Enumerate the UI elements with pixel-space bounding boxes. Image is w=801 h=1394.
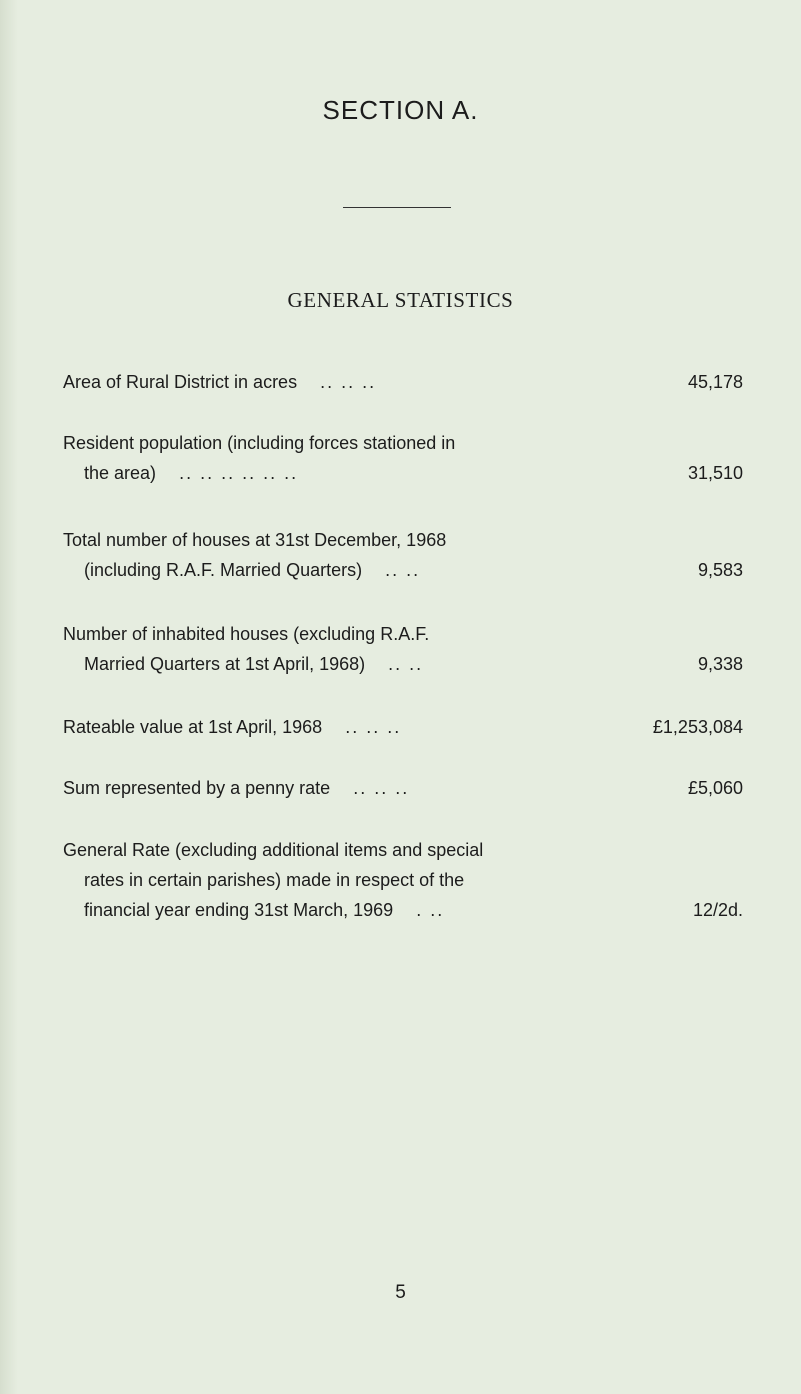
dot-leader: .. .. .. .. .. .. [179, 463, 299, 483]
stat-label: Area of Rural District in acres [63, 372, 298, 392]
stat-label: the area) [84, 463, 157, 483]
stat-label: rates in certain parishes) made in respect of the [84, 870, 465, 890]
stat-value: £1,253,084 [652, 717, 743, 737]
stat-label: Sum represented by a penny rate [63, 778, 331, 798]
stat-line [63, 712, 743, 742]
stat-line [63, 428, 743, 458]
stat-value: 31,510 [687, 463, 743, 483]
stat-line [63, 649, 743, 679]
stat-line [63, 555, 743, 585]
stat-label: Married Quarters at 1st April, 1968) [84, 654, 366, 674]
page-edge [0, 0, 18, 1394]
stat-rateable-value [63, 712, 743, 742]
stat-resident-population [63, 428, 743, 488]
general-statistics-heading: GENERAL STATISTICS [287, 288, 514, 312]
stat-value: £5,060 [687, 778, 743, 798]
stat-line [63, 835, 743, 865]
stat-line [63, 458, 743, 488]
stat-line [63, 619, 743, 649]
divider-rule [343, 207, 451, 208]
stat-label: financial year ending 31st March, 1969 [84, 900, 394, 920]
stat-total-houses [63, 525, 743, 585]
stat-label: Total number of houses at 31st December, 1968 [63, 530, 447, 550]
dot-leader: . .. [416, 900, 445, 920]
page-number: 5 [395, 1282, 406, 1303]
stat-value: 9,583 [697, 560, 743, 580]
stat-area [63, 367, 743, 397]
stat-line [63, 773, 743, 803]
stat-label: (including R.A.F. Married Quarters) [84, 560, 363, 580]
stat-label: General Rate (excluding additional items and special [63, 840, 484, 860]
stat-label: Number of inhabited houses (excluding R.A.F. [63, 624, 430, 644]
section-title: SECTION A. [322, 95, 479, 125]
dot-leader: .. .. [388, 654, 424, 674]
dot-leader: .. .. .. [320, 372, 377, 392]
stat-value: 45,178 [687, 372, 743, 392]
stat-penny-rate [63, 773, 743, 803]
stat-value: 12/2d. [692, 900, 743, 920]
stat-label: Rateable value at 1st April, 1968 [63, 717, 323, 737]
dot-leader: .. .. .. [345, 717, 402, 737]
stat-general-rate [63, 835, 743, 925]
stat-line [63, 525, 743, 555]
stat-line [63, 895, 743, 925]
stat-label: Resident population (including forces stationed in [63, 433, 456, 453]
stat-value: 9,338 [697, 654, 743, 674]
dot-leader: .. .. [385, 560, 421, 580]
stat-line [63, 865, 743, 895]
stat-line [63, 367, 743, 397]
dot-leader: .. .. .. [353, 778, 410, 798]
stat-inhabited-houses [63, 619, 743, 679]
